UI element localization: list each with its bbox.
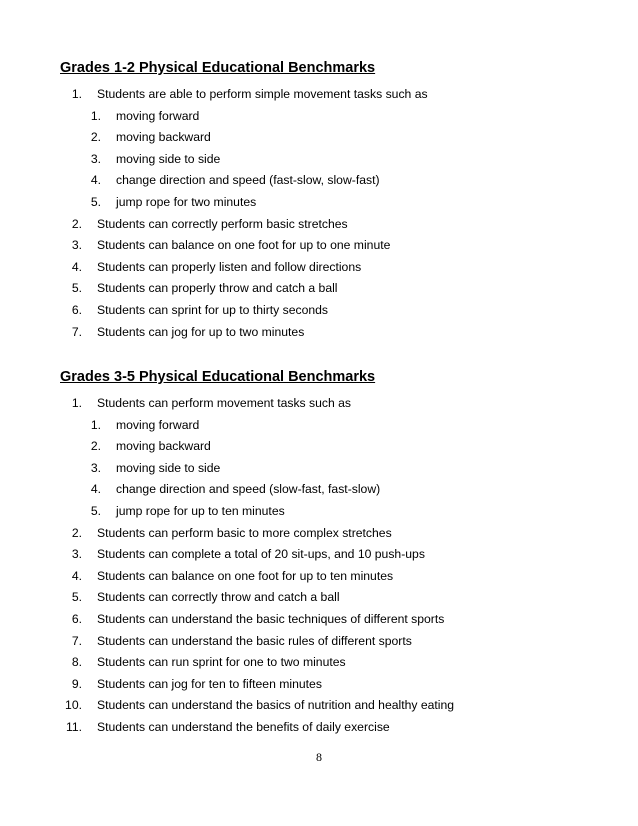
item-text: moving backward xyxy=(116,439,211,454)
item-text: moving forward xyxy=(116,417,200,432)
item-text: Students can understand the basic rules of different sports xyxy=(97,633,412,648)
item-number: 4. xyxy=(71,568,82,583)
item-text: jump rope for up to ten minutes xyxy=(116,503,285,518)
list-item xyxy=(60,695,620,717)
item-number: 4. xyxy=(71,259,82,274)
item-text: moving forward xyxy=(116,108,200,123)
item-text: Students can perform movement tasks such as xyxy=(97,396,352,410)
item-number: 4. xyxy=(90,482,101,497)
item-text: Students can perform basic to more complex stretches xyxy=(97,525,392,540)
benchmark-list xyxy=(60,84,620,343)
item-text: Students can run sprint for one to two minutes xyxy=(97,655,346,670)
item-number: 10. xyxy=(65,698,82,713)
item-number: 7. xyxy=(71,324,82,339)
item-text: Students can understand the benefits of daily exercise xyxy=(97,719,390,734)
list-item xyxy=(60,717,620,739)
item-text: Students can balance on one foot for up to ten minutes xyxy=(97,568,394,583)
sub-list-item xyxy=(60,170,620,192)
item-number: 9. xyxy=(71,676,82,691)
list-item xyxy=(60,587,620,609)
benchmark-list xyxy=(60,393,620,739)
item-text: jump rope for two minutes xyxy=(116,194,257,209)
benchmarks-section-grades-3-5 xyxy=(60,367,620,739)
item-text: change direction and speed (slow-fast, fast-slow) xyxy=(116,482,381,497)
sub-list-item xyxy=(60,127,620,149)
sub-list-item xyxy=(60,479,620,501)
item-text: Students can jog for up to two minutes xyxy=(97,324,305,339)
item-number: 4. xyxy=(90,173,101,188)
item-number: 5. xyxy=(71,590,82,605)
list-item xyxy=(60,214,620,236)
list-item xyxy=(60,278,620,300)
item-text: Students can properly throw and catch a ball xyxy=(97,281,338,296)
item-number: 2. xyxy=(71,525,82,540)
section-heading: Grades 3-5 Physical Educational Benchmarks xyxy=(60,369,376,385)
list-item xyxy=(60,609,620,631)
item-text: moving backward xyxy=(116,130,211,145)
sub-list-item xyxy=(60,458,620,480)
item-number: 3. xyxy=(90,460,101,475)
item-text: Students can understand the basic techniques of different sports xyxy=(97,611,445,626)
sub-list-item xyxy=(60,149,620,171)
item-number: 6. xyxy=(71,611,82,626)
item-number: 11. xyxy=(65,719,82,734)
sub-list-item xyxy=(60,436,620,458)
item-text: Students can understand the basics of nutrition and healthy eating xyxy=(97,698,455,713)
list-item xyxy=(60,300,620,322)
list-item xyxy=(60,652,620,674)
item-number: 3. xyxy=(71,547,82,562)
list-item xyxy=(60,257,620,279)
item-text: change direction and speed (fast-slow, slow-fast) xyxy=(116,173,380,188)
list-item xyxy=(60,544,620,566)
item-number: 2. xyxy=(90,130,101,145)
item-text: moving side to side xyxy=(116,460,221,475)
item-number: 8. xyxy=(71,655,82,670)
page-number: 8 xyxy=(316,750,322,764)
item-number: 3. xyxy=(71,238,82,253)
sub-list-item xyxy=(60,415,620,437)
list-item xyxy=(60,631,620,653)
item-text: Students can complete a total of 20 sit-ups, and 10 push-ups xyxy=(97,547,425,562)
item-text: Students can correctly perform basic stretches xyxy=(97,216,348,231)
item-number: 2. xyxy=(71,216,82,231)
item-text: moving side to side xyxy=(116,151,221,166)
item-number: 5. xyxy=(90,503,101,518)
list-item xyxy=(60,393,620,415)
item-text: Students can sprint for up to thirty seconds xyxy=(97,302,329,317)
item-number: 1. xyxy=(71,87,82,101)
item-number: 1. xyxy=(71,396,82,410)
item-number: 7. xyxy=(71,633,82,648)
item-text: Students can jog for ten to fifteen minutes xyxy=(97,676,322,691)
item-number: 1. xyxy=(90,417,101,432)
item-number: 5. xyxy=(90,194,101,209)
list-item xyxy=(60,84,620,106)
sub-list-item xyxy=(60,501,620,523)
section-heading: Grades 1-2 Physical Educational Benchmarks xyxy=(60,60,376,76)
benchmarks-section-grades-1-2 xyxy=(60,58,620,343)
item-number: 1. xyxy=(90,108,101,123)
list-item xyxy=(60,523,620,545)
item-text: Students can properly listen and follow directions xyxy=(97,259,362,274)
item-number: 3. xyxy=(90,151,101,166)
list-item xyxy=(60,322,620,344)
sub-list-item xyxy=(60,106,620,128)
list-item xyxy=(60,674,620,696)
item-number: 6. xyxy=(71,302,82,317)
item-number: 5. xyxy=(71,281,82,296)
list-item xyxy=(60,566,620,588)
item-text: Students are able to perform simple movement tasks such as xyxy=(97,87,428,101)
item-number: 2. xyxy=(90,439,101,454)
list-item xyxy=(60,235,620,257)
item-text: Students can correctly throw and catch a ball xyxy=(97,590,340,605)
sub-list-item xyxy=(60,192,620,214)
item-text: Students can balance on one foot for up to one minute xyxy=(97,238,391,253)
